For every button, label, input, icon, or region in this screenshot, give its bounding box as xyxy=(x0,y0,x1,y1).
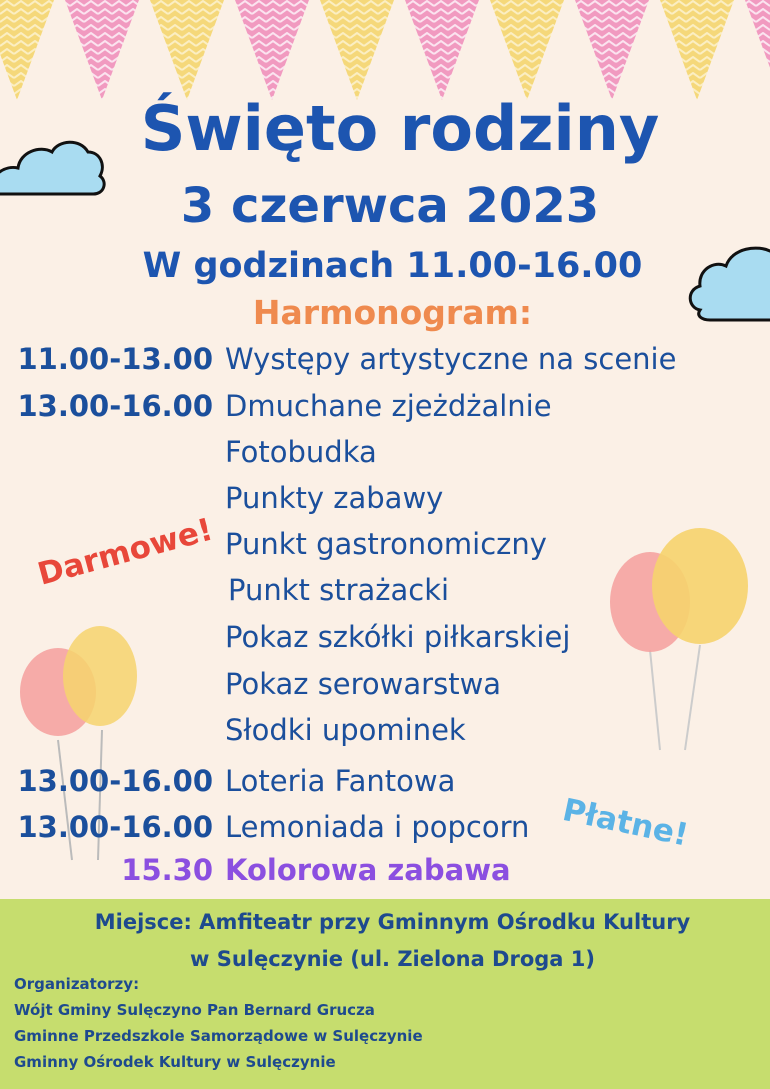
schedule-time: 15.30 xyxy=(121,853,213,887)
schedule-activity: Pokaz serowarstwa xyxy=(225,667,502,701)
schedule-time: 13.00-16.00 xyxy=(17,764,213,798)
schedule-row xyxy=(0,573,770,617)
schedule-row xyxy=(0,853,770,897)
schedule-activity: Występy artystyczne na scenie xyxy=(225,342,677,376)
bunting-flag xyxy=(150,0,224,100)
bunting-flag xyxy=(235,0,309,100)
organizer-item: Gminne Przedszkole Samorządowe w Sulęczynie xyxy=(14,1027,423,1045)
event-title: Święto rodziny xyxy=(140,92,660,165)
free-label: Darmowe! xyxy=(34,511,217,593)
schedule-activity: Kolorowa zabawa xyxy=(225,853,511,887)
schedule-time: 13.00-16.00 xyxy=(17,810,213,844)
schedule-row xyxy=(0,764,770,808)
schedule-activity: Fotobudka xyxy=(225,435,377,469)
schedule-heading: Harmonogram: xyxy=(252,293,533,332)
schedule-row xyxy=(0,435,770,479)
schedule-row xyxy=(0,342,770,386)
schedule-activity: Lemoniada i popcorn xyxy=(225,810,530,844)
schedule-activity: Punkty zabawy xyxy=(225,481,444,515)
schedule-row xyxy=(0,667,770,711)
bunting-flag xyxy=(490,0,564,100)
organizer-item: Gminny Ośrodek Kultury w Sulęczynie xyxy=(14,1053,336,1071)
organizer-item: Wójt Gminy Sulęczyno Pan Bernard Grucza xyxy=(14,1001,375,1019)
bunting-flag xyxy=(575,0,649,100)
paid-label: Płatne! xyxy=(559,792,692,854)
schedule-activity: Pokaz szkółki piłkarskiej xyxy=(225,620,571,654)
venue-line-2: w Sulęczynie (ul. Zielona Droga 1) xyxy=(190,947,595,971)
schedule-row xyxy=(0,713,770,757)
event-hours: W godzinach 11.00-16.00 xyxy=(142,246,643,286)
schedule-row xyxy=(0,620,770,664)
schedule-activity: Słodki upominek xyxy=(225,713,466,747)
event-date: 3 czerwca 2023 xyxy=(180,178,600,234)
bunting-flag xyxy=(405,0,479,100)
schedule-activity: Punkt gastronomiczny xyxy=(225,527,547,561)
schedule-activity: Dmuchane zjeżdżalnie xyxy=(225,389,552,423)
schedule-time: 11.00-13.00 xyxy=(17,342,213,376)
organizers-heading: Organizatorzy: xyxy=(14,975,140,993)
schedule-row xyxy=(0,481,770,525)
schedule-row xyxy=(0,389,770,433)
bunting-flag xyxy=(320,0,394,100)
footer-panel xyxy=(0,899,770,1089)
schedule-activity: Punkt strażacki xyxy=(228,573,450,607)
venue-line-1: Miejsce: Amfiteatr przy Gminnym Ośrodku Kultury xyxy=(94,910,691,934)
schedule-activity: Loteria Fantowa xyxy=(225,764,456,798)
schedule-time: 13.00-16.00 xyxy=(17,389,213,423)
